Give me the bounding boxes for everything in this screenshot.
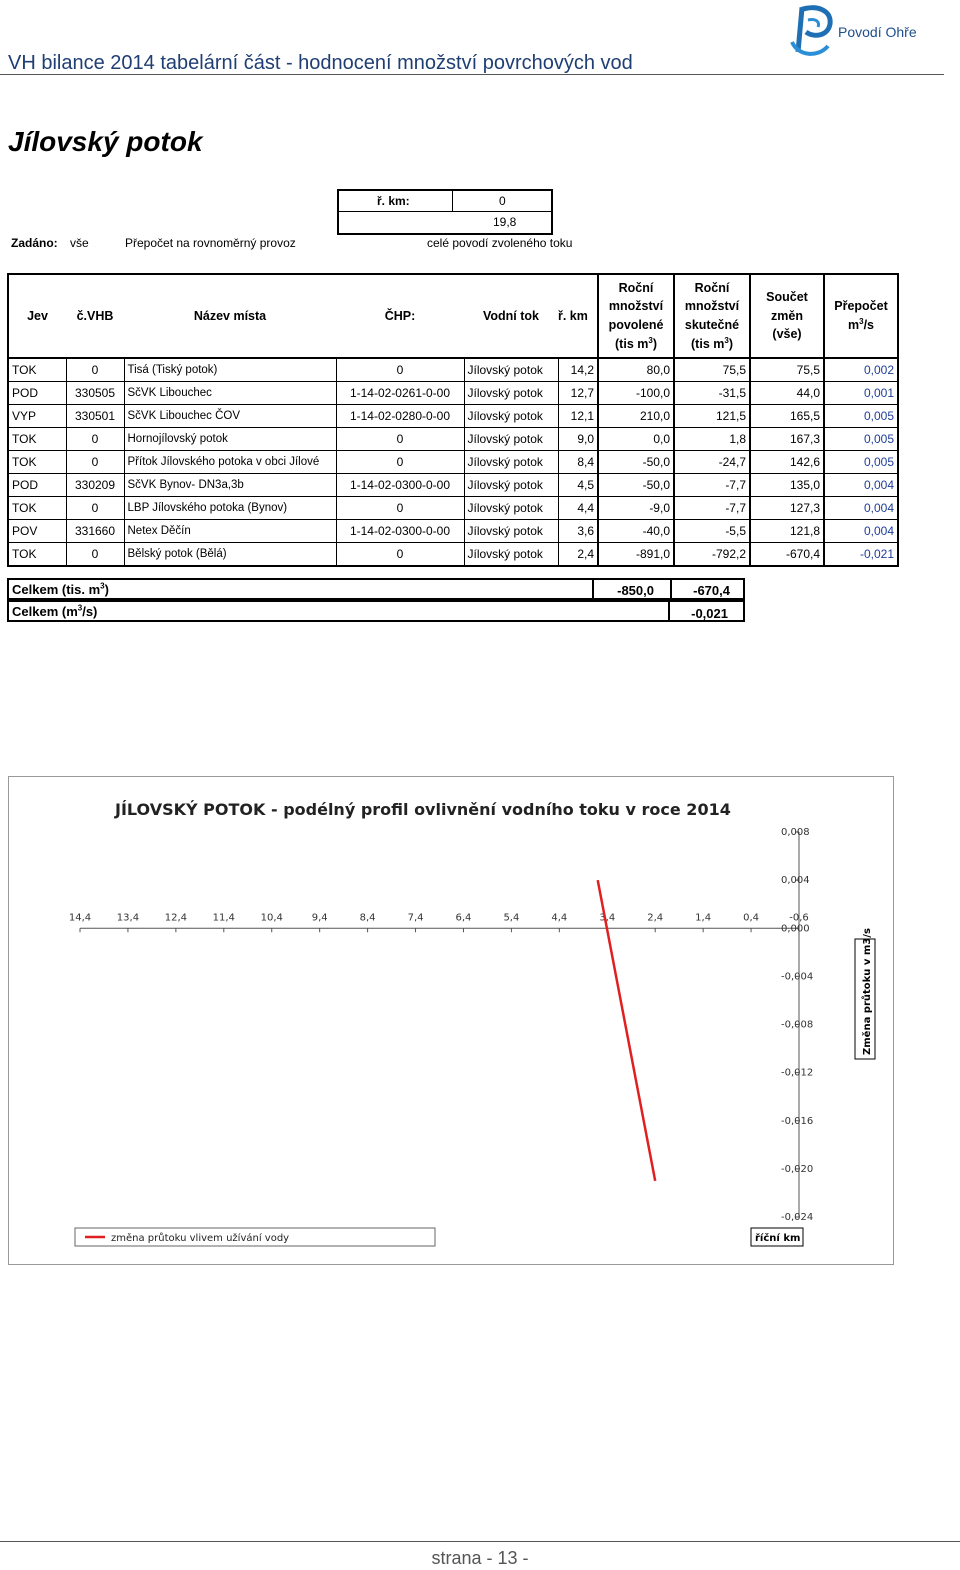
- table-cell-nazev: SčVK Bynov- DN3a,3b: [124, 474, 336, 497]
- table-cell-skutecne: -7,7: [674, 474, 750, 497]
- table-cell-cvhb: 330505: [66, 382, 124, 405]
- x-tick-label: 8,4: [359, 912, 376, 924]
- table-cell-rkm: 4,5: [558, 474, 598, 497]
- table-cell-prepocet: 0,002: [824, 358, 898, 382]
- document-header-title: VH bilance 2014 tabelární část - hodnocení množství povrchových vod: [8, 52, 633, 74]
- prepocet-text: Přepočet na rovnoměrný provoz: [125, 236, 296, 250]
- table-cell-cvhb: 0: [66, 497, 124, 520]
- page-number: strana - 13 -: [431, 1548, 529, 1568]
- table-cell-soucet: 121,8: [750, 520, 824, 543]
- table-cell-soucet: 75,5: [750, 358, 824, 382]
- total-tis-m3-label: Celkem (tis. $m^3$): [12, 581, 109, 597]
- table-cell-cvhb: 0: [66, 451, 124, 474]
- x-tick-label: 5,4: [503, 912, 520, 924]
- x-tick-label: 4,4: [551, 912, 568, 924]
- table-cell-prepocet: -0,021: [824, 543, 898, 567]
- col-header-jev: Jev: [27, 308, 48, 323]
- table-row: [8, 428, 898, 451]
- table-cell-prepocet: 0,005: [824, 405, 898, 428]
- table-cell-cvhb: 331660: [66, 520, 124, 543]
- table-cell-tok: Jílovský potok: [464, 474, 558, 497]
- total-m3s-label: Celkem $(m^3/s)$: [12, 603, 98, 619]
- total-tis-m3-row: [7, 578, 745, 600]
- col-header-chp: ČHP:: [384, 308, 416, 323]
- total-m3s-row: [7, 600, 745, 622]
- col-header-tok: Vodní tok: [482, 308, 539, 323]
- logo-icon: [786, 2, 838, 60]
- table-cell-rkm: 2,4: [558, 543, 598, 567]
- table-cell-skutecne: 121,5: [674, 405, 750, 428]
- table-cell-chp: 0: [336, 543, 464, 567]
- scope-text: celé povodí zvoleného toku: [427, 236, 573, 250]
- table-cell-nazev: Netex Děčín: [124, 520, 336, 543]
- table-cell-soucet: -670,4: [750, 543, 824, 567]
- table-cell-nazev: LBP Jílovského potoka (Bynov): [124, 497, 336, 520]
- table-cell-cvhb: 330501: [66, 405, 124, 428]
- rkm-from-value: 0: [499, 194, 506, 208]
- table-cell-povolene: -40,0: [598, 520, 674, 543]
- total-skutecne-value: -670,4: [693, 583, 730, 598]
- table-cell-povolene: 210,0: [598, 405, 674, 428]
- table-cell-tok: Jílovský potok: [464, 451, 558, 474]
- table-row: [8, 497, 898, 520]
- total-povolene-value: -850,0: [617, 583, 654, 598]
- table-cell-soucet: 135,0: [750, 474, 824, 497]
- table-cell-chp: 0: [336, 358, 464, 382]
- y-tick-label: -0,020: [781, 1163, 814, 1175]
- table-cell-jev: VYP: [12, 409, 37, 423]
- table-cell-jev: TOK: [12, 432, 37, 446]
- table-cell-jev: TOK: [12, 501, 37, 515]
- table-cell-prepocet: 0,004: [824, 497, 898, 520]
- table-row: [8, 543, 898, 567]
- x-tick-label: 13,4: [116, 912, 140, 924]
- col-header-povolene: Roční množství povolené (tis $m^3$): [598, 274, 674, 358]
- table-cell-povolene: -50,0: [598, 474, 674, 497]
- table-header-row: [8, 274, 898, 358]
- y-tick-label: -0,004: [781, 971, 814, 983]
- table-cell-cvhb: 0: [66, 358, 124, 382]
- series-line: [598, 880, 656, 1181]
- table-cell-cvhb: 0: [66, 543, 124, 567]
- table-cell-nazev: Hornojílovský potok: [124, 428, 336, 451]
- table-cell-rkm: 12,1: [558, 405, 598, 428]
- logo-text: Povodí Ohře: [838, 24, 917, 40]
- table-row: [8, 474, 898, 497]
- table-cell-skutecne: 1,8: [674, 428, 750, 451]
- table-cell-prepocet: 0,004: [824, 520, 898, 543]
- table-cell-jev: TOK: [12, 455, 37, 469]
- chart-frame: [8, 776, 894, 1265]
- x-tick-label: 6,4: [455, 912, 472, 924]
- table-cell-prepocet: 0,005: [824, 428, 898, 451]
- table-cell-soucet: 142,6: [750, 451, 824, 474]
- x-tick-label: 10,4: [260, 912, 283, 924]
- zadano-label: Zadáno:: [11, 236, 58, 250]
- zadano-value: vše: [70, 236, 89, 250]
- table-cell-prepocet: 0,005: [824, 451, 898, 474]
- x-tick-label: 11,4: [212, 912, 235, 924]
- table-cell-nazev: Přítok Jílovského potoka v obci Jílové: [124, 451, 336, 474]
- table-cell-rkm: 9,0: [558, 428, 598, 451]
- table-cell-rkm: 4,4: [558, 497, 598, 520]
- longitudinal-profile-chart: [9, 777, 893, 1264]
- y-axis-title: Změna průtoku v m3/s: [862, 928, 873, 1055]
- chart-title: JÍLOVSKÝ POTOK - podélný profil ovlivnění vodního toku v roce 2014: [115, 800, 731, 819]
- col-header-rkm: ř. km: [558, 308, 588, 323]
- x-tick-label: 2,4: [647, 912, 664, 924]
- table-cell-tok: Jílovský potok: [464, 382, 558, 405]
- table-cell-tok: Jílovský potok: [464, 405, 558, 428]
- table-cell-soucet: 167,3: [750, 428, 824, 451]
- table-cell-prepocet: 0,001: [824, 382, 898, 405]
- x-tick-label: -0,6: [789, 912, 809, 924]
- page-title: Jílovský potok: [8, 126, 203, 157]
- rkm-to-value: 19,8: [493, 215, 517, 229]
- y-tick-label: -0,016: [781, 1115, 814, 1127]
- table-cell-jev: POD: [12, 478, 39, 492]
- rkm-label: ř. km:: [377, 194, 410, 208]
- table-cell-chp: 1-14-02-0280-0-00: [336, 405, 464, 428]
- table-cell-jev: POD: [12, 386, 39, 400]
- table-cell-povolene: -50,0: [598, 451, 674, 474]
- y-tick-label: 0,008: [781, 827, 810, 838]
- table-cell-rkm: 8,4: [558, 451, 598, 474]
- x-tick-label: 1,4: [695, 912, 712, 924]
- table-cell-rkm: 14,2: [558, 358, 598, 382]
- table-cell-chp: 1-14-02-0300-0-00: [336, 520, 464, 543]
- table-cell-skutecne: -5,5: [674, 520, 750, 543]
- table-row: [8, 382, 898, 405]
- table-cell-nazev: Bělský potok (Bělá): [124, 543, 336, 567]
- table-cell-tok: Jílovský potok: [464, 520, 558, 543]
- x-tick-label: 7,4: [407, 912, 424, 924]
- table-row: [8, 451, 898, 474]
- table-cell-tok: Jílovský potok: [464, 497, 558, 520]
- table-cell-nazev: SčVK Libouchec ČOV: [124, 405, 336, 428]
- y-tick-label: -0,024: [781, 1212, 814, 1223]
- table-cell-soucet: 165,5: [750, 405, 824, 428]
- header-divider: [0, 74, 944, 75]
- table-cell-cvhb: 0: [66, 428, 124, 451]
- x-axis-title: říční km: [755, 1233, 801, 1244]
- x-tick-label: 0,4: [743, 912, 760, 924]
- table-cell-soucet: 44,0: [750, 382, 824, 405]
- table-cell-povolene: 80,0: [598, 358, 674, 382]
- table-cell-povolene: 0,0: [598, 428, 674, 451]
- col-header-nazev: Název místa: [193, 308, 267, 323]
- table-cell-tok: Jílovský potok: [464, 358, 558, 382]
- table-cell-rkm: 12,7: [558, 382, 598, 405]
- table-cell-soucet: 127,3: [750, 497, 824, 520]
- footer-divider: [0, 1541, 960, 1542]
- table-cell-chp: 0: [336, 497, 464, 520]
- table-cell-tok: Jílovský potok: [464, 543, 558, 567]
- table-cell-chp: 0: [336, 451, 464, 474]
- table-cell-prepocet: 0,004: [824, 474, 898, 497]
- table-cell-jev: TOK: [12, 547, 37, 561]
- table-cell-nazev: SčVK Libouchec: [124, 382, 336, 405]
- table-row: [8, 520, 898, 543]
- col-header-prepocet: Přepočet $m^3/s$: [824, 274, 898, 358]
- table-cell-povolene: -9,0: [598, 497, 674, 520]
- rkm-range-box: [337, 189, 553, 235]
- table-row: [8, 358, 898, 382]
- y-tick-label: 0,000: [781, 923, 810, 935]
- table-cell-skutecne: 75,5: [674, 358, 750, 382]
- water-use-table: [7, 273, 899, 567]
- col-header-soucet: Součet změn (vše): [750, 274, 824, 358]
- table-row: [8, 405, 898, 428]
- y-tick-label: -0,008: [781, 1019, 814, 1031]
- table-cell-povolene: -891,0: [598, 543, 674, 567]
- x-tick-label: 9,4: [311, 912, 328, 924]
- table-cell-chp: 1-14-02-0261-0-00: [336, 382, 464, 405]
- table-cell-skutecne: -31,5: [674, 382, 750, 405]
- table-cell-jev: POV: [12, 524, 38, 538]
- table-cell-tok: Jílovský potok: [464, 428, 558, 451]
- table-cell-rkm: 3,6: [558, 520, 598, 543]
- table-cell-nazev: Tisá (Tiský potok): [124, 358, 336, 382]
- total-m3s-value: -0,021: [691, 606, 728, 621]
- y-tick-label: -0,012: [781, 1067, 814, 1079]
- table-cell-skutecne: -792,2: [674, 543, 750, 567]
- y-tick-label: 0,004: [781, 875, 810, 887]
- table-cell-jev: TOK: [12, 363, 37, 377]
- col-header-cvhb: č.VHB: [76, 308, 114, 323]
- x-tick-label: 3,4: [599, 912, 616, 924]
- table-cell-chp: 0: [336, 428, 464, 451]
- table-cell-cvhb: 330209: [66, 474, 124, 497]
- povodi-ohre-logo: [786, 2, 946, 60]
- col-header-skutecne: Roční množství skutečné (tis $m^3$): [674, 274, 750, 358]
- x-tick-label: 14,4: [68, 912, 92, 924]
- table-cell-povolene: -100,0: [598, 382, 674, 405]
- table-cell-chp: 1-14-02-0300-0-00: [336, 474, 464, 497]
- table-cell-skutecne: -24,7: [674, 451, 750, 474]
- legend-label: změna průtoku vlivem užívání vody: [111, 1233, 290, 1244]
- x-tick-label: 12,4: [164, 912, 187, 924]
- table-cell-skutecne: -7,7: [674, 497, 750, 520]
